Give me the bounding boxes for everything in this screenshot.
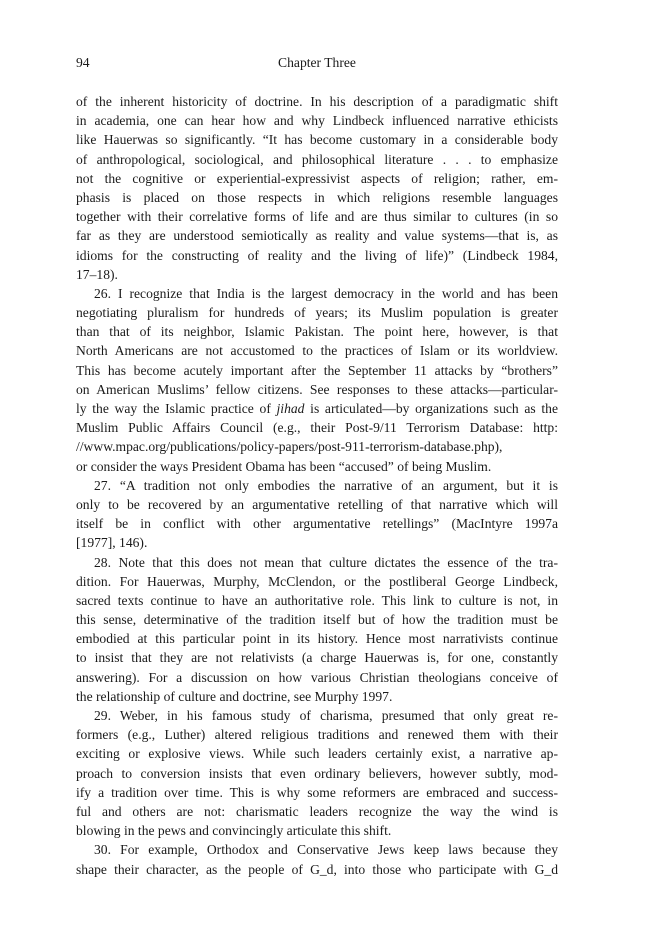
text-line: in academia, one can hear how and why Lindbeck influenced narrative ethicists (76, 113, 558, 129)
text-segment: is articulated—by organizations such as the (304, 401, 558, 416)
text-line: answering). For a discussion on how various Christian theologians conceive of (76, 669, 558, 685)
text-line: than that of its neighbor, Islamic Pakistan. The point here, however, is that (76, 324, 558, 340)
text-line: [1977], 146). (76, 535, 148, 551)
text-line: or consider the ways President Obama has been “accused” of being Muslim. (76, 458, 492, 474)
text-line: ify a tradition over time. This is why some reformers are embraced and success- (76, 784, 558, 800)
text-line: sacred texts continue to have an authoritative role. This link to culture is not, in (76, 592, 558, 608)
text-line: 27. “A tradition not only embodies the narrative of an argument, but it is (94, 477, 558, 493)
text-line: of the inherent historicity of doctrine. In his description of a paradigmatic shift (76, 94, 558, 109)
text-line: 29. Weber, in his famous study of charisma, presumed that only great re- (94, 708, 558, 723)
text-line: 28. Note that this does not mean that culture dictates the essence of the tra- (94, 554, 558, 570)
text-line: North Americans are not accustomed to the practices of Islam or its worldview. (76, 343, 558, 359)
text-line: This has become acutely important after the September 11 attacks by “brothers” (76, 362, 558, 378)
text-line: formers (e.g., Luther) altered religious traditions and renewed them with their (76, 727, 558, 743)
text-line: negotiating pluralism for hundreds of years; its Muslim population is greater (76, 305, 558, 321)
text-line: proach to conversion insists that even ordinary believers, however subtly, mod- (76, 765, 558, 781)
endnotes-body (76, 92, 558, 879)
text-line: not the cognitive or experiential-expressivist aspects of religion; rather, em- (76, 170, 558, 186)
text-line: phasis is placed on those respects in which religions resemble languages (76, 189, 558, 205)
text-line: idioms for the constructing of reality and the living of life)” (Lindbeck 1984, (76, 247, 558, 263)
text-line: dition. For Hauerwas, Murphy, McClendon, or the postliberal George Lindbeck, (76, 573, 558, 589)
text-segment: ly the way the Islamic practice of (76, 401, 277, 416)
text-line: 26. I recognize that India is the largest democracy in the world and has been (94, 285, 558, 301)
running-head: Chapter Three (278, 55, 356, 70)
text-line (76, 399, 558, 418)
text-line: embodied at this particular point in its history. Hence most narrativists continue (76, 631, 558, 647)
text-line: blowing in the pews and convincingly articulate this shift. (76, 823, 392, 839)
text-line: of anthropological, sociological, and philosophical literature . . . to emphasize (76, 151, 558, 167)
text-line: itself be in conflict with other argumentative retellings” (MacIntyre 1997a (76, 516, 558, 532)
text-line: far as they are understood semiotically as reality and value systems—that is, as (76, 228, 558, 244)
text-line: on American Muslims’ fellow citizens. See responses to these attacks—particular- (76, 381, 558, 397)
text-line: shape their character, as the people of G_d, into those who participate with G_d (76, 861, 558, 877)
text-line: only to be recovered by an argumentative retelling of that narrative which will (76, 496, 558, 512)
text-line: this sense, determinative of the tradition itself but of how the tradition must be (76, 612, 558, 628)
text-line: together with their correlative forms of life and are thus similar to cultures (in so (76, 209, 558, 225)
page-number: 94 (76, 55, 90, 70)
text-line: 17–18). (76, 266, 118, 282)
text-line: 30. For example, Orthodox and Conservative Jews keep laws because they (94, 842, 558, 858)
text-line: exciting or explosive views. While such leaders certainly exist, a narrative ap- (76, 746, 558, 762)
text-line: Muslim Public Affairs Council (e.g., their Post-9/11 Terrorism Database: http: (76, 420, 558, 436)
text-line: to insist that they are not relativists (a charge Hauerwas is, for one, constantly (76, 650, 558, 666)
text-line: //www.mpac.org/publications/policy-papers/post-911-terrorism-database.php), (76, 439, 503, 455)
italic-term: jihad (276, 401, 305, 416)
text-line: ful and others are not: charismatic leaders recognize the way the wind is (76, 803, 558, 819)
page-header (76, 55, 558, 75)
text-line: like Hauerwas so significantly. “It has become customary in a considerable body (76, 132, 558, 148)
text-line: the relationship of culture and doctrine, see Murphy 1997. (76, 688, 393, 704)
